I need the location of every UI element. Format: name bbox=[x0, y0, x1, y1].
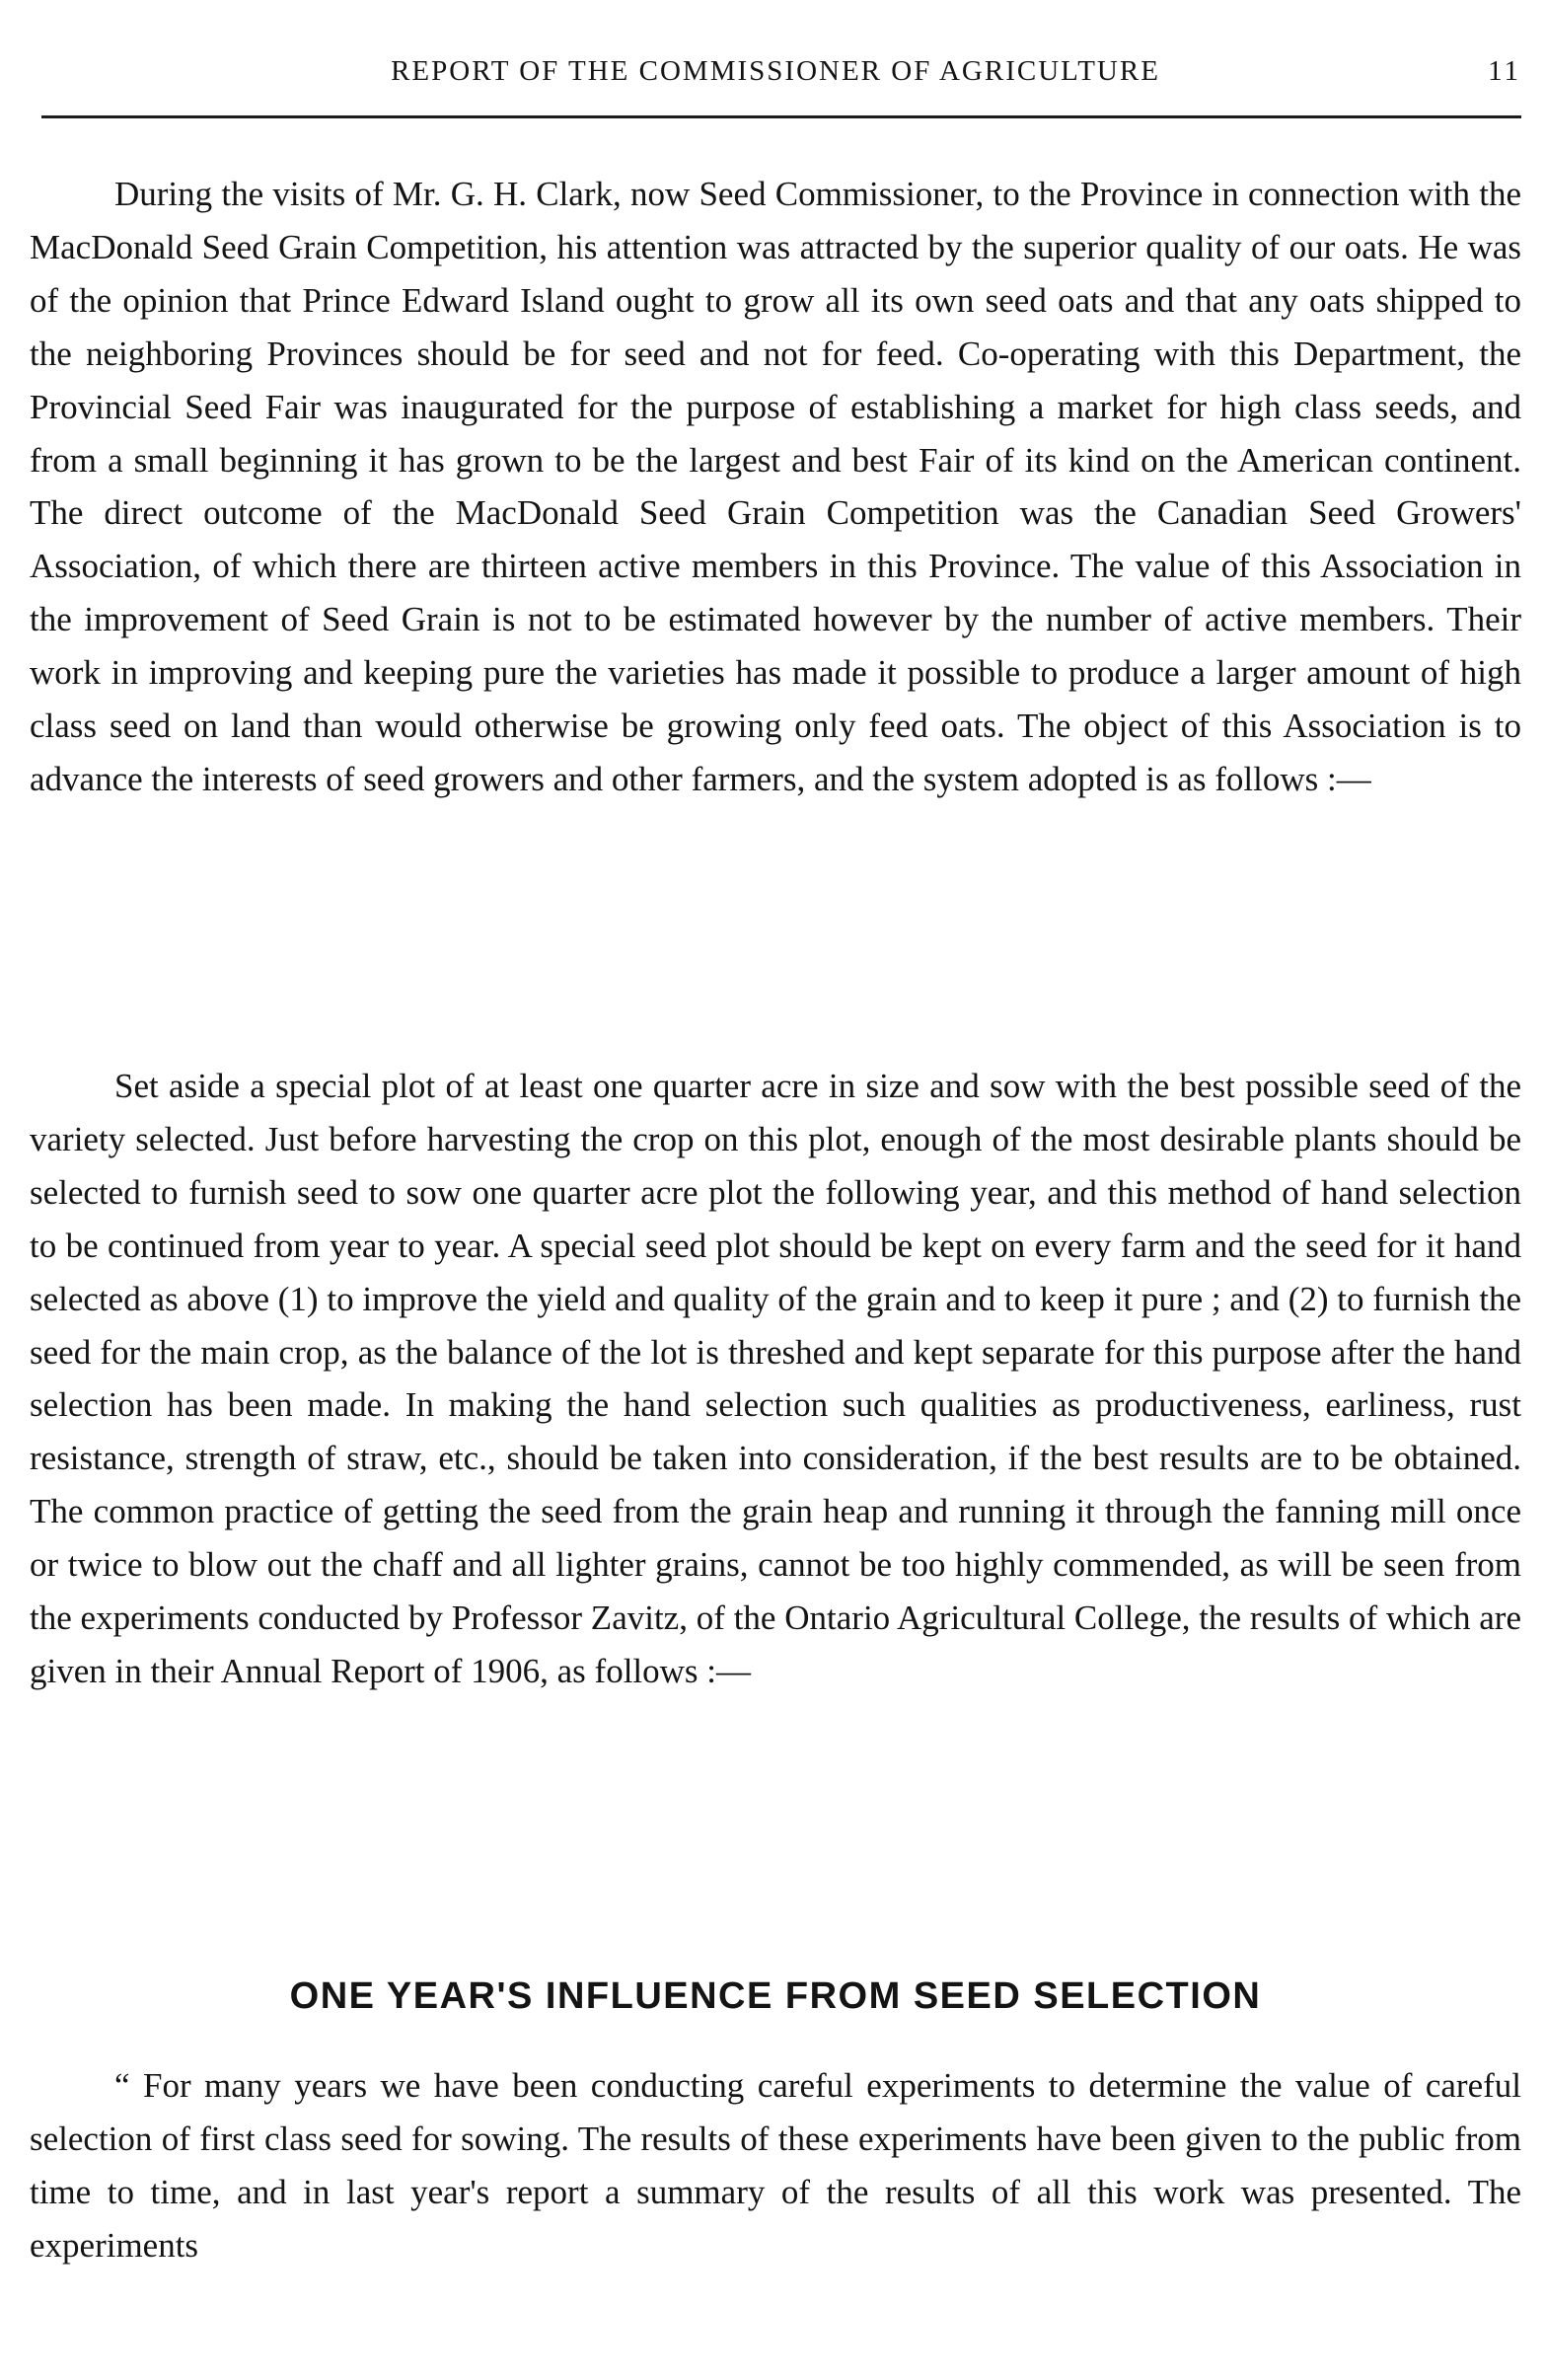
quote-paragraph: “ For many years we have been conducting careful experiments to determine the value of careful selection of first class seed for sowing. The results of these experiments have been given to the public from time to time, and in last year's report a summary of the results of all this work was presented. The experiments bbox=[30, 2066, 1521, 2265]
body-paragraph: Set aside a special plot of at least one quarter acre in size and sow with the best possible seed of the variety selected. Just before harvesting the crop on this plot, enough of the most desirable plants should be selected to furnish seed to sow one quarter acre plot the following year, and this method of hand selection to be continued from year to year. A special seed plot should be kept on every farm and the seed for it hand selected as above (1) to improve the yield and quality of the grain and to keep it pure ; and (2) to furnish the seed for the main crop, as the balance of the lot is threshed and kept separate for this purpose after the hand selection has been made. In making the hand selection such qualities as productiveness, earliness, rust resistance, strength of straw, etc., should be taken into consideration, if the best results are to be obtained. The common practice of getting the seed from the grain heap and running it through the fanning mill once or twice to blow out the chaff and all lighter grains, cannot be too highly commended, as will be seen from the experiments conducted by Professor Zavitz, of the Ontario Agricultural College, the results of which are given in their Annual Report of 1906, as follows :— bbox=[30, 1067, 1521, 1690]
page-number: 11 bbox=[1488, 55, 1521, 87]
header-rule bbox=[41, 115, 1521, 118]
section-heading: ONE YEAR'S INFLUENCE FROM SEED SELECTION bbox=[289, 1975, 1262, 2017]
running-header bbox=[30, 51, 1521, 91]
running-title: REPORT OF THE COMMISSIONER OF AGRICULTURE bbox=[391, 55, 1160, 87]
body-paragraph: During the visits of Mr. G. H. Clark, now Seed Commissioner, to the Province in connection with the MacDonald Seed Grain Competition, his attention was attracted by the superior quality of our oats. He was of the opinion that Prince Edward Island ought to grow all its own seed oats and that any oats shipped to the neighboring Provinces should be for seed and not for feed. Co-operating with this Department, the Provincial Seed Fair was inaugurated for the purpose of establishing a market for high class seeds, and from a small beginning it has grown to be the largest and best Fair of its kind on the American continent. The direct outcome of the MacDonald Seed Grain Competition was the Canadian Seed Growers' Association, of which there are thirteen active members in this Province. The value of this Association in the improvement of Seed Grain is not to be estimated however by the number of active members. Their work in improving and keeping pure the varieties has made it possible to produce a larger amount of high class seed on land than would otherwise be growing only feed oats. The object of this Association is to advance the interests of seed growers and other farmers, and the system adopted is as follows :— bbox=[30, 175, 1521, 798]
document-page bbox=[30, 0, 1521, 2380]
